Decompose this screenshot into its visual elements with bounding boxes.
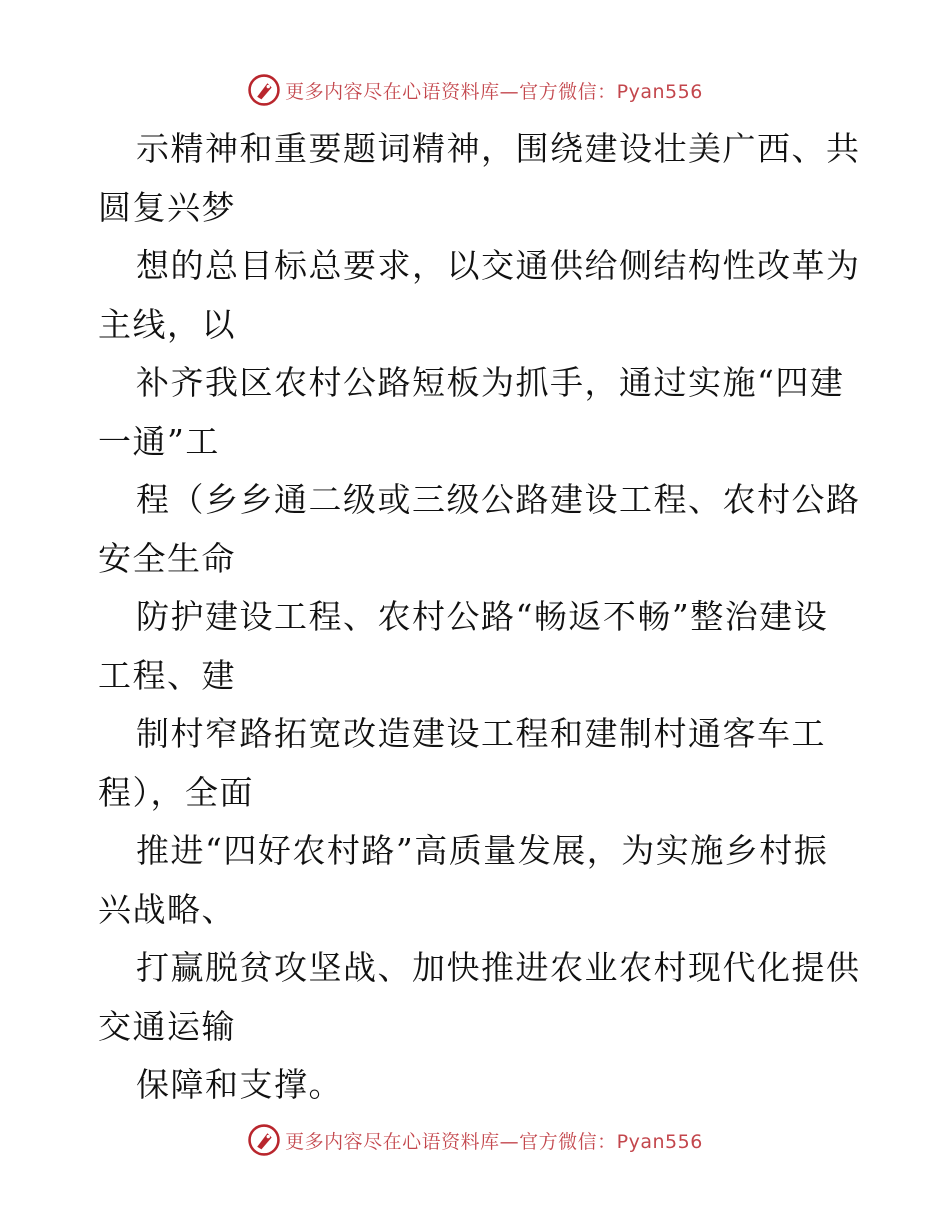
footer-wechat-id: Pyan556	[616, 1130, 703, 1153]
body-line: 补齐我区农村公路短板为抓手，通过实施“四建	[136, 363, 845, 402]
footer-banner-text: 更多内容尽在心语资料库—官方微信：Pyan556	[285, 1130, 703, 1153]
body-line: 防护建设工程、农村公路“畅返不畅”整治建设	[136, 597, 829, 636]
body-line: 安全生命	[98, 538, 236, 578]
document-body	[98, 120, 861, 1115]
body-line: 打赢脱贫攻坚战、加快推进农业农村现代化提供	[136, 948, 861, 987]
header-wechat-id: Pyan556	[616, 80, 703, 103]
body-line: 一通”工	[98, 421, 220, 461]
body-line: 兴战略、	[98, 889, 236, 929]
body-line: 圆复兴梦	[98, 187, 236, 227]
body-line: 示精神和重要题词精神，围绕建设壮美广西、共	[136, 129, 861, 168]
body-line: 制村窄路拓宽改造建设工程和建制村通客车工	[136, 714, 826, 753]
pen-nib-logo-icon	[247, 73, 281, 107]
body-line: 保障和支撑。	[136, 1065, 343, 1104]
footer-banner	[0, 1120, 950, 1160]
body-line: 程（乡乡通二级或三级公路建设工程、农村公路	[136, 480, 861, 519]
body-line: 推进“四好农村路”高质量发展，为实施乡村振	[136, 831, 829, 870]
header-banner-text: 更多内容尽在心语资料库—官方微信：Pyan556	[285, 80, 703, 103]
body-line: 主线，以	[98, 304, 236, 344]
body-line: 程），全面	[98, 772, 254, 812]
body-line: 想的总目标总要求，以交通供给侧结构性改革为	[136, 246, 861, 285]
body-line: 交通运输	[98, 1006, 236, 1046]
pen-nib-logo-icon	[247, 1123, 281, 1157]
body-line: 工程、建	[98, 655, 236, 695]
header-banner	[0, 70, 950, 110]
